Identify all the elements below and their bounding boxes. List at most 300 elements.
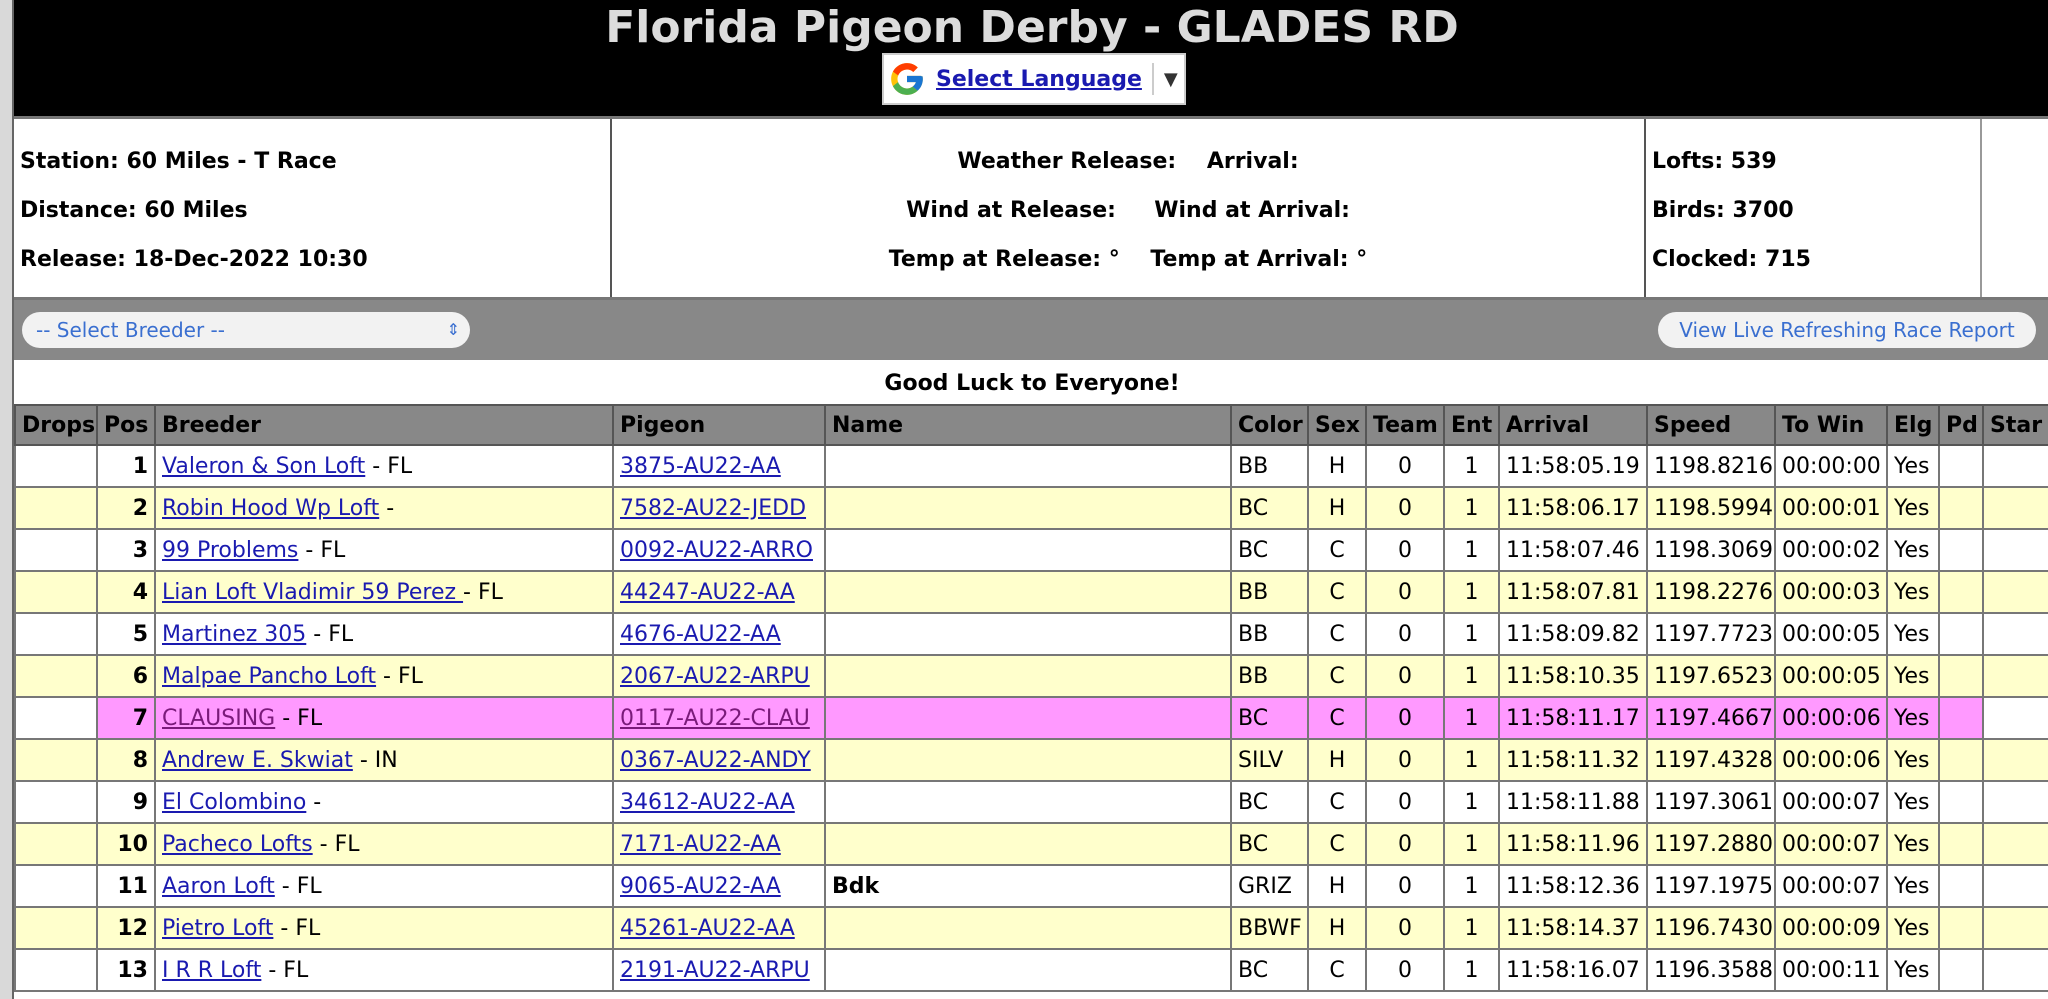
pd-cell (1939, 697, 1983, 739)
elg-value: Yes (1894, 747, 1930, 773)
team-value: 0 (1398, 453, 1412, 479)
color-cell (1231, 907, 1308, 949)
pd-cell (1939, 907, 1983, 949)
sex-cell (1308, 487, 1366, 529)
pigeon-link[interactable]: 2067-AU22-ARPU (620, 663, 810, 689)
column-header-to-win: To Win (1775, 405, 1887, 445)
sex-cell (1308, 865, 1366, 907)
elg-cell (1887, 529, 1939, 571)
pigeon-link[interactable]: 34612-AU22-AA (620, 789, 795, 815)
color-value: BBWF (1238, 915, 1302, 941)
color-value: BC (1238, 789, 1269, 815)
ent-value: 1 (1464, 915, 1479, 941)
google-icon (888, 60, 926, 98)
speed-cell (1647, 781, 1775, 823)
breeder-cell (155, 949, 613, 991)
elg-cell (1887, 823, 1939, 865)
breeder-state: - FL (274, 873, 322, 899)
column-header-ent: Ent (1444, 405, 1499, 445)
sex-cell (1308, 697, 1366, 739)
pigeon-link[interactable]: 4676-AU22-AA (620, 621, 781, 647)
pigeon-link[interactable]: 0092-AU22-ARRO (620, 537, 813, 563)
pos-cell (97, 655, 155, 697)
speed-cell (1647, 823, 1775, 865)
language-selector[interactable] (882, 53, 1186, 105)
breeder-state: - FL (365, 453, 413, 479)
team-value: 0 (1398, 789, 1412, 815)
race-weather-info (612, 119, 1646, 297)
table-row (15, 613, 2048, 655)
drops-cell (15, 907, 97, 949)
elg-value: Yes (1894, 453, 1930, 479)
pigeon-cell (613, 907, 825, 949)
sex-value: C (1329, 579, 1345, 605)
ent-cell (1444, 613, 1499, 655)
team-cell (1366, 571, 1444, 613)
race-stats-info (1646, 119, 1982, 297)
release-text: Release: 18-Dec-2022 10:30 (20, 247, 368, 272)
star-cell (1983, 739, 2048, 781)
star-cell (1983, 949, 2048, 991)
ent-value: 1 (1464, 453, 1479, 479)
speed-value: 1197.3061 (1654, 789, 1773, 815)
page-title: Florida Pigeon Derby - GLADES RD (605, 2, 1459, 53)
table-row (15, 907, 2048, 949)
sex-value: C (1329, 663, 1345, 689)
arrival-time: 11:58:06.17 (1506, 495, 1640, 521)
breeder-link[interactable]: Martinez 305 (162, 621, 307, 647)
temp-text: Temp at Release: ° Temp at Arrival: ° (888, 247, 1368, 272)
pigeon-link[interactable]: 7582-AU22-JEDD (620, 495, 807, 521)
color-value: BB (1238, 453, 1269, 479)
pigeon-link[interactable]: 44247-AU22-AA (620, 579, 795, 605)
wind-text: Wind at Release: Wind at Arrival: (906, 198, 1350, 223)
distance-text: Distance: 60 Miles (20, 198, 248, 223)
elg-value: Yes (1894, 705, 1930, 731)
speed-cell (1647, 865, 1775, 907)
speed-value: 1198.8216 (1654, 453, 1773, 479)
elg-cell (1887, 949, 1939, 991)
speed-value: 1196.7430 (1654, 915, 1773, 941)
elg-cell (1887, 781, 1939, 823)
weather-text: Weather Release: Arrival: (957, 149, 1299, 174)
elg-cell (1887, 907, 1939, 949)
drops-cell (15, 739, 97, 781)
star-cell (1983, 655, 2048, 697)
select-language-link[interactable]: Select Language (936, 66, 1142, 92)
sex-cell (1308, 907, 1366, 949)
speed-cell (1647, 445, 1775, 487)
breeder-link[interactable]: El Colombino (162, 789, 307, 815)
color-value: BC (1238, 957, 1269, 983)
table-row (15, 571, 2048, 613)
to-win-value: 00:00:07 (1782, 789, 1881, 815)
speed-cell (1647, 949, 1775, 991)
star-cell (1983, 823, 2048, 865)
breeder-state: - FL (273, 915, 321, 941)
speed-cell (1647, 697, 1775, 739)
team-value: 0 (1398, 915, 1412, 941)
team-cell (1366, 655, 1444, 697)
to-win-cell (1775, 445, 1887, 487)
star-cell (1983, 613, 2048, 655)
breeder-link[interactable]: CLAUSING (162, 705, 276, 731)
pos-cell (97, 613, 155, 655)
pigeon-cell (613, 949, 825, 991)
breeder-cell (155, 697, 613, 739)
breeder-link[interactable]: Malpae Pancho Loft (162, 663, 377, 689)
star-cell (1983, 907, 2048, 949)
pd-cell (1939, 571, 1983, 613)
star-cell (1983, 445, 2048, 487)
drops-cell (15, 697, 97, 739)
lofts-count: Lofts: 539 (1652, 149, 1777, 174)
color-value: BB (1238, 579, 1269, 605)
breeder-cell (155, 571, 613, 613)
pd-cell (1939, 613, 1983, 655)
speed-value: 1197.4667 (1654, 705, 1773, 731)
pigeon-cell (613, 487, 825, 529)
ent-value: 1 (1464, 495, 1479, 521)
pigeon-cell (613, 655, 825, 697)
sex-value: C (1329, 957, 1345, 983)
position-value: 13 (117, 957, 148, 983)
ent-cell (1444, 907, 1499, 949)
drops-cell (15, 613, 97, 655)
breeder-link[interactable]: Aaron Loft (162, 873, 275, 899)
position-value: 9 (132, 789, 148, 815)
arrival-cell (1499, 445, 1647, 487)
sex-value: H (1328, 915, 1346, 941)
speed-value: 1198.5994 (1654, 495, 1773, 521)
pos-cell (97, 739, 155, 781)
team-cell (1366, 781, 1444, 823)
elg-value: Yes (1894, 831, 1930, 857)
to-win-cell (1775, 823, 1887, 865)
breeder-state: - FL (298, 537, 346, 563)
table-row (15, 487, 2048, 529)
team-value: 0 (1398, 831, 1412, 857)
color-cell (1231, 529, 1308, 571)
elg-cell (1887, 697, 1939, 739)
breeder-link[interactable]: Pietro Loft (162, 915, 274, 941)
arrival-time: 11:58:07.81 (1506, 579, 1640, 605)
ent-cell (1444, 739, 1499, 781)
live-report-button[interactable]: View Live Refreshing Race Report (1658, 312, 2036, 348)
arrival-cell (1499, 907, 1647, 949)
pigeon-cell (613, 697, 825, 739)
ent-value: 1 (1464, 621, 1479, 647)
ent-value: 1 (1464, 537, 1479, 563)
breeder-state: - FL (275, 705, 323, 731)
arrival-time: 11:58:05.19 (1506, 453, 1640, 479)
speed-value: 1198.2276 (1654, 579, 1773, 605)
table-row (15, 739, 2048, 781)
column-header-speed: Speed (1647, 405, 1775, 445)
arrival-cell (1499, 487, 1647, 529)
breeder-select[interactable] (22, 312, 470, 348)
elg-cell (1887, 739, 1939, 781)
team-value: 0 (1398, 957, 1412, 983)
name-cell (825, 781, 1231, 823)
team-cell (1366, 949, 1444, 991)
elg-cell (1887, 613, 1939, 655)
pd-cell (1939, 949, 1983, 991)
breeder-link[interactable]: 99 Problems (162, 537, 299, 563)
table-row (15, 949, 2048, 991)
color-cell (1231, 445, 1308, 487)
color-value: BB (1238, 621, 1269, 647)
name-cell (825, 865, 1231, 907)
elg-value: Yes (1894, 621, 1930, 647)
color-value: BC (1238, 495, 1269, 521)
speed-value: 1197.1975 (1654, 873, 1773, 899)
ent-cell (1444, 655, 1499, 697)
star-cell (1983, 571, 2048, 613)
speed-cell (1647, 487, 1775, 529)
name-cell (825, 697, 1231, 739)
elg-value: Yes (1894, 957, 1930, 983)
breeder-cell (155, 613, 613, 655)
sex-cell (1308, 571, 1366, 613)
page-header (14, 0, 2048, 116)
to-win-cell (1775, 529, 1887, 571)
elg-cell (1887, 445, 1939, 487)
team-cell (1366, 529, 1444, 571)
ent-value: 1 (1464, 705, 1479, 731)
controls-bar (14, 300, 2048, 360)
team-cell (1366, 487, 1444, 529)
color-cell (1231, 739, 1308, 781)
greeting-text: Good Luck to Everyone! (884, 371, 1180, 396)
speed-cell (1647, 571, 1775, 613)
pigeon-link[interactable]: 2191-AU22-ARPU (620, 957, 810, 983)
name-cell (825, 949, 1231, 991)
drops-cell (15, 529, 97, 571)
breeder-link[interactable]: Pacheco Lofts (162, 831, 313, 857)
arrival-time: 11:58:16.07 (1506, 957, 1640, 983)
to-win-cell (1775, 907, 1887, 949)
star-cell (1983, 781, 2048, 823)
position-value: 8 (132, 747, 148, 773)
elg-cell (1887, 655, 1939, 697)
breeder-link[interactable]: Andrew E. Skwiat (162, 747, 353, 773)
ent-value: 1 (1464, 579, 1479, 605)
arrival-time: 11:58:11.32 (1506, 747, 1640, 773)
pos-cell (97, 949, 155, 991)
arrival-cell (1499, 865, 1647, 907)
team-value: 0 (1398, 579, 1412, 605)
pigeon-name: Bdk (832, 873, 880, 899)
ent-value: 1 (1464, 747, 1479, 773)
column-header-breeder: Breeder (155, 405, 613, 445)
race-info-panel (14, 116, 2048, 300)
table-row (15, 823, 2048, 865)
position-value: 3 (132, 537, 148, 563)
color-cell (1231, 781, 1308, 823)
pos-cell (97, 445, 155, 487)
position-value: 4 (132, 579, 148, 605)
station-text: Station: 60 Miles - T Race (20, 149, 337, 174)
name-cell (825, 823, 1231, 865)
table-row (15, 781, 2048, 823)
to-win-cell (1775, 781, 1887, 823)
speed-value: 1197.6523 (1654, 663, 1773, 689)
elg-cell (1887, 571, 1939, 613)
pd-cell (1939, 445, 1983, 487)
team-value: 0 (1398, 873, 1412, 899)
ent-value: 1 (1464, 663, 1479, 689)
table-row (15, 655, 2048, 697)
to-win-value: 00:00:06 (1782, 705, 1881, 731)
pigeon-link[interactable]: 7171-AU22-AA (620, 831, 781, 857)
pigeon-link[interactable]: 0117-AU22-CLAU (620, 705, 810, 731)
to-win-value: 00:00:07 (1782, 831, 1881, 857)
ent-cell (1444, 487, 1499, 529)
arrival-cell (1499, 613, 1647, 655)
drops-cell (15, 949, 97, 991)
pigeon-cell (613, 739, 825, 781)
name-cell (825, 613, 1231, 655)
to-win-cell (1775, 613, 1887, 655)
column-header-pos: Pos (97, 405, 155, 445)
arrival-cell (1499, 949, 1647, 991)
pos-cell (97, 571, 155, 613)
to-win-value: 00:00:02 (1782, 537, 1881, 563)
breeder-state: - FL (376, 663, 423, 689)
team-value: 0 (1398, 705, 1412, 731)
pigeon-link[interactable]: 3875-AU22-AA (620, 453, 781, 479)
arrival-time: 11:58:11.96 (1506, 831, 1640, 857)
pos-cell (97, 697, 155, 739)
color-cell (1231, 571, 1308, 613)
color-cell (1231, 655, 1308, 697)
name-cell (825, 529, 1231, 571)
team-cell (1366, 697, 1444, 739)
drops-cell (15, 823, 97, 865)
dropdown-arrow-icon[interactable]: ▼ (1163, 68, 1178, 90)
column-header-pigeon: Pigeon (613, 405, 825, 445)
team-value: 0 (1398, 663, 1412, 689)
speed-value: 1197.2880 (1654, 831, 1773, 857)
arrival-cell (1499, 823, 1647, 865)
color-cell (1231, 949, 1308, 991)
breeder-link[interactable]: Lian Loft Vladimir 59 Perez (162, 579, 464, 605)
to-win-value: 00:00:05 (1782, 663, 1881, 689)
breeder-link[interactable]: I R R Loft (162, 957, 262, 983)
breeder-link[interactable]: Valeron & Son Loft (162, 453, 366, 479)
elg-value: Yes (1894, 663, 1930, 689)
drops-cell (15, 487, 97, 529)
arrival-time: 11:58:07.46 (1506, 537, 1640, 563)
sex-cell (1308, 781, 1366, 823)
to-win-value: 00:00:11 (1782, 957, 1881, 983)
ent-cell (1444, 781, 1499, 823)
pigeon-cell (613, 823, 825, 865)
position-value: 1 (132, 453, 148, 479)
star-cell (1983, 697, 2048, 739)
color-cell (1231, 487, 1308, 529)
ent-cell (1444, 697, 1499, 739)
sex-value: C (1329, 537, 1345, 563)
pigeon-link[interactable]: 45261-AU22-AA (620, 915, 795, 941)
to-win-cell (1775, 655, 1887, 697)
column-header-team: Team (1366, 405, 1444, 445)
pd-cell (1939, 739, 1983, 781)
sex-cell (1308, 949, 1366, 991)
elg-cell (1887, 487, 1939, 529)
pigeon-link[interactable]: 9065-AU22-AA (620, 873, 781, 899)
pd-cell (1939, 655, 1983, 697)
to-win-cell (1775, 571, 1887, 613)
position-value: 11 (117, 873, 148, 899)
breeder-select-label: -- Select Breeder -- (36, 318, 225, 342)
language-divider (1152, 63, 1154, 95)
pd-cell (1939, 865, 1983, 907)
team-value: 0 (1398, 621, 1412, 647)
position-value: 12 (117, 915, 148, 941)
breeder-cell (155, 445, 613, 487)
breeder-state: - FL (312, 831, 360, 857)
breeder-state: - (379, 495, 395, 521)
results-table (14, 404, 2048, 992)
sex-cell (1308, 823, 1366, 865)
position-value: 5 (132, 621, 148, 647)
breeder-cell (155, 865, 613, 907)
column-header-elg: Elg (1887, 405, 1939, 445)
speed-value: 1197.7723 (1654, 621, 1773, 647)
breeder-cell (155, 739, 613, 781)
to-win-value: 00:00:03 (1782, 579, 1881, 605)
breeder-link[interactable]: Robin Hood Wp Loft (162, 495, 380, 521)
sex-cell (1308, 739, 1366, 781)
position-value: 10 (117, 831, 148, 857)
to-win-value: 00:00:09 (1782, 915, 1881, 941)
to-win-value: 00:00:05 (1782, 621, 1881, 647)
pigeon-cell (613, 529, 825, 571)
pigeon-cell (613, 781, 825, 823)
name-cell (825, 739, 1231, 781)
arrival-cell (1499, 697, 1647, 739)
ent-cell (1444, 529, 1499, 571)
breeder-state: - (306, 789, 322, 815)
breeder-cell (155, 487, 613, 529)
ent-cell (1444, 865, 1499, 907)
table-row (15, 865, 2048, 907)
pd-cell (1939, 529, 1983, 571)
column-header-color: Color (1231, 405, 1308, 445)
speed-cell (1647, 613, 1775, 655)
sex-cell (1308, 445, 1366, 487)
pigeon-link[interactable]: 0367-AU22-ANDY (620, 747, 811, 773)
arrival-cell (1499, 739, 1647, 781)
arrival-cell (1499, 781, 1647, 823)
team-cell (1366, 823, 1444, 865)
name-cell (825, 655, 1231, 697)
elg-value: Yes (1894, 495, 1930, 521)
to-win-cell (1775, 739, 1887, 781)
sex-value: H (1328, 495, 1346, 521)
arrival-cell (1499, 529, 1647, 571)
breeder-cell (155, 529, 613, 571)
color-value: BC (1238, 705, 1269, 731)
speed-cell (1647, 739, 1775, 781)
arrival-time: 11:58:11.88 (1506, 789, 1640, 815)
name-cell (825, 571, 1231, 613)
sex-value: C (1329, 831, 1345, 857)
team-cell (1366, 445, 1444, 487)
sex-value: H (1328, 747, 1346, 773)
